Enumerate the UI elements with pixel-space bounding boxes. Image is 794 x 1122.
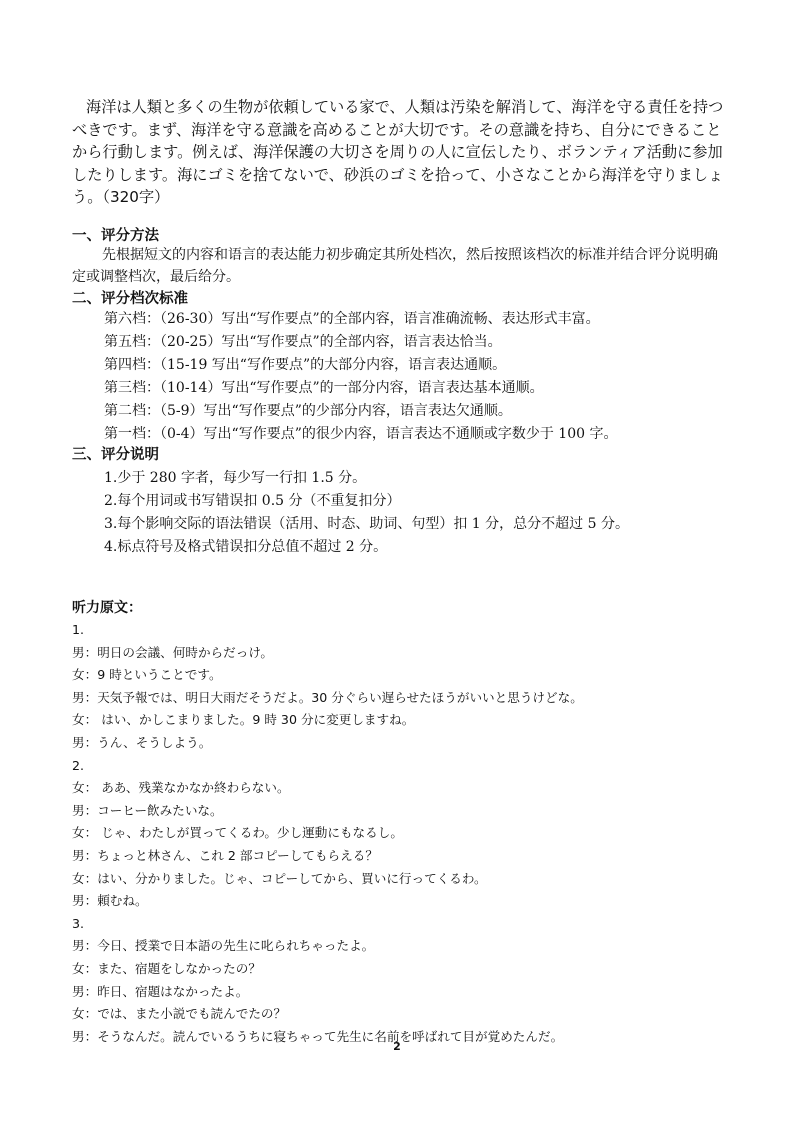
scoring-method-text: 先根据短文的内容和语言的表达能力初步确定其所处档次，然后按照该档次的标准并结合评分说明确定或调整档次，最后给分。 [72, 247, 718, 285]
dialogue-line: 男：頼むね。 [72, 893, 148, 909]
dialogue-line: 男：ちょっと林さん、これ 2 部コピーしてもらえる？ [72, 847, 378, 863]
dialogue-line: 2. [72, 757, 85, 773]
scoring-notes-heading: 三、评分说明 [72, 447, 159, 463]
dialogue-line: 女：9 時ということです。 [72, 667, 222, 683]
scoring-levels-heading: 二、评分档次标准 [72, 291, 188, 307]
note-item: 3.每个影响交际的语法错误（活用、时态、助词、句型）扣 1 分，总分不超过 5 分。 [104, 516, 629, 532]
note-item: 4.标点符号及格式错误扣分总值不超过 2 分。 [104, 539, 388, 555]
dialogue-line: 男：昨日、宿題はなかったよ。 [72, 983, 249, 999]
note-item: 2.每个用词或书写错误扣 0.5 分（不重复扣分） [104, 493, 401, 509]
dialogue-line: 女：また、宿題をしなかったの？ [72, 960, 261, 976]
listening-heading: 听力原文： [72, 600, 142, 616]
level-item: 第六档：（26-30）写出“写作要点”的全部内容，语言准确流畅、表达形式丰富。 [104, 311, 600, 327]
dialogue-line: 女： ああ、残業なかなか終わらない。 [72, 780, 290, 796]
note-item: 1.少于 280 字者，每少写一行扣 1.5 分。 [104, 470, 367, 486]
dialogue-line: 3. [72, 915, 85, 931]
essay-paragraph: 海洋は人類と多くの生物が依頼している家で、人類は汚染を解消して、海洋を守る責任を持つべきです。まず、海洋を守る意識を高めることが大切です。その意識を持ち、自分にできることから行動します。例えば、海洋保護の大切さを周りの人に宣伝したり、ボランティア活動に参加したりします。海にゴミを捨てないで、砂浜のゴミを拾って、小さなことから海洋を守りましょう。（320字） [72, 98, 724, 206]
level-item: 第一档：（0-4）写出“写作要点”的很少内容，语言表达不通顺或字数少于 100 字。 [104, 426, 618, 442]
level-item: 第五档：（20-25）写出“写作要点”的全部内容，语言表达恰当。 [104, 334, 502, 350]
page-number: 2 [393, 1040, 401, 1053]
scoring-method-heading: 一、评分方法 [72, 228, 159, 244]
level-item: 第二档：（5-9）写出“写作要点”的少部分内容，语言表达欠通顺。 [104, 403, 512, 419]
level-item: 第三档：（10-14）写出“写作要点”的一部分内容，语言表达基本通顺。 [104, 380, 544, 396]
dialogue-line: 男：今日、授業で日本語の先生に叱られちゃったよ。 [72, 938, 375, 954]
dialogue-line: 1. [72, 622, 85, 637]
listening-transcript [72, 619, 724, 1048]
dialogue-line: 男：そうなんだ。読んでいるうちに寝ちゃって先生に名前を呼ばれて目が覚めたんだ。 [72, 1028, 564, 1044]
dialogue-line: 男：コーヒー飲みたいな。 [72, 802, 223, 818]
dialogue-line: 男：明日の会議、何時からだっけ。 [72, 644, 273, 660]
dialogue-line: 女：では、また小説でも読んでたの？ [72, 1006, 287, 1022]
dialogue-line: 女： じゃ、わたしが買ってくるわ。少し運動にもなるし。 [72, 825, 403, 841]
dialogue-line: 男：うん、そうしよう。 [72, 734, 212, 750]
dialogue-line: 男：天気予報では、明日大雨だそうだよ。30 分ぐらい遅らせたほうがいいと思うけどな。 [72, 689, 583, 705]
dialogue-line: 女：はい、分かりました。じゃ、コピーしてから、買いに行ってくるわ。 [72, 870, 487, 886]
dialogue-line: 女： はい、かしこまりました。9 時 30 分に変更しますね。 [72, 712, 415, 728]
level-item: 第四档：（15-19 写出“写作要点”的大部分内容，语言表达通顺。 [104, 357, 507, 373]
